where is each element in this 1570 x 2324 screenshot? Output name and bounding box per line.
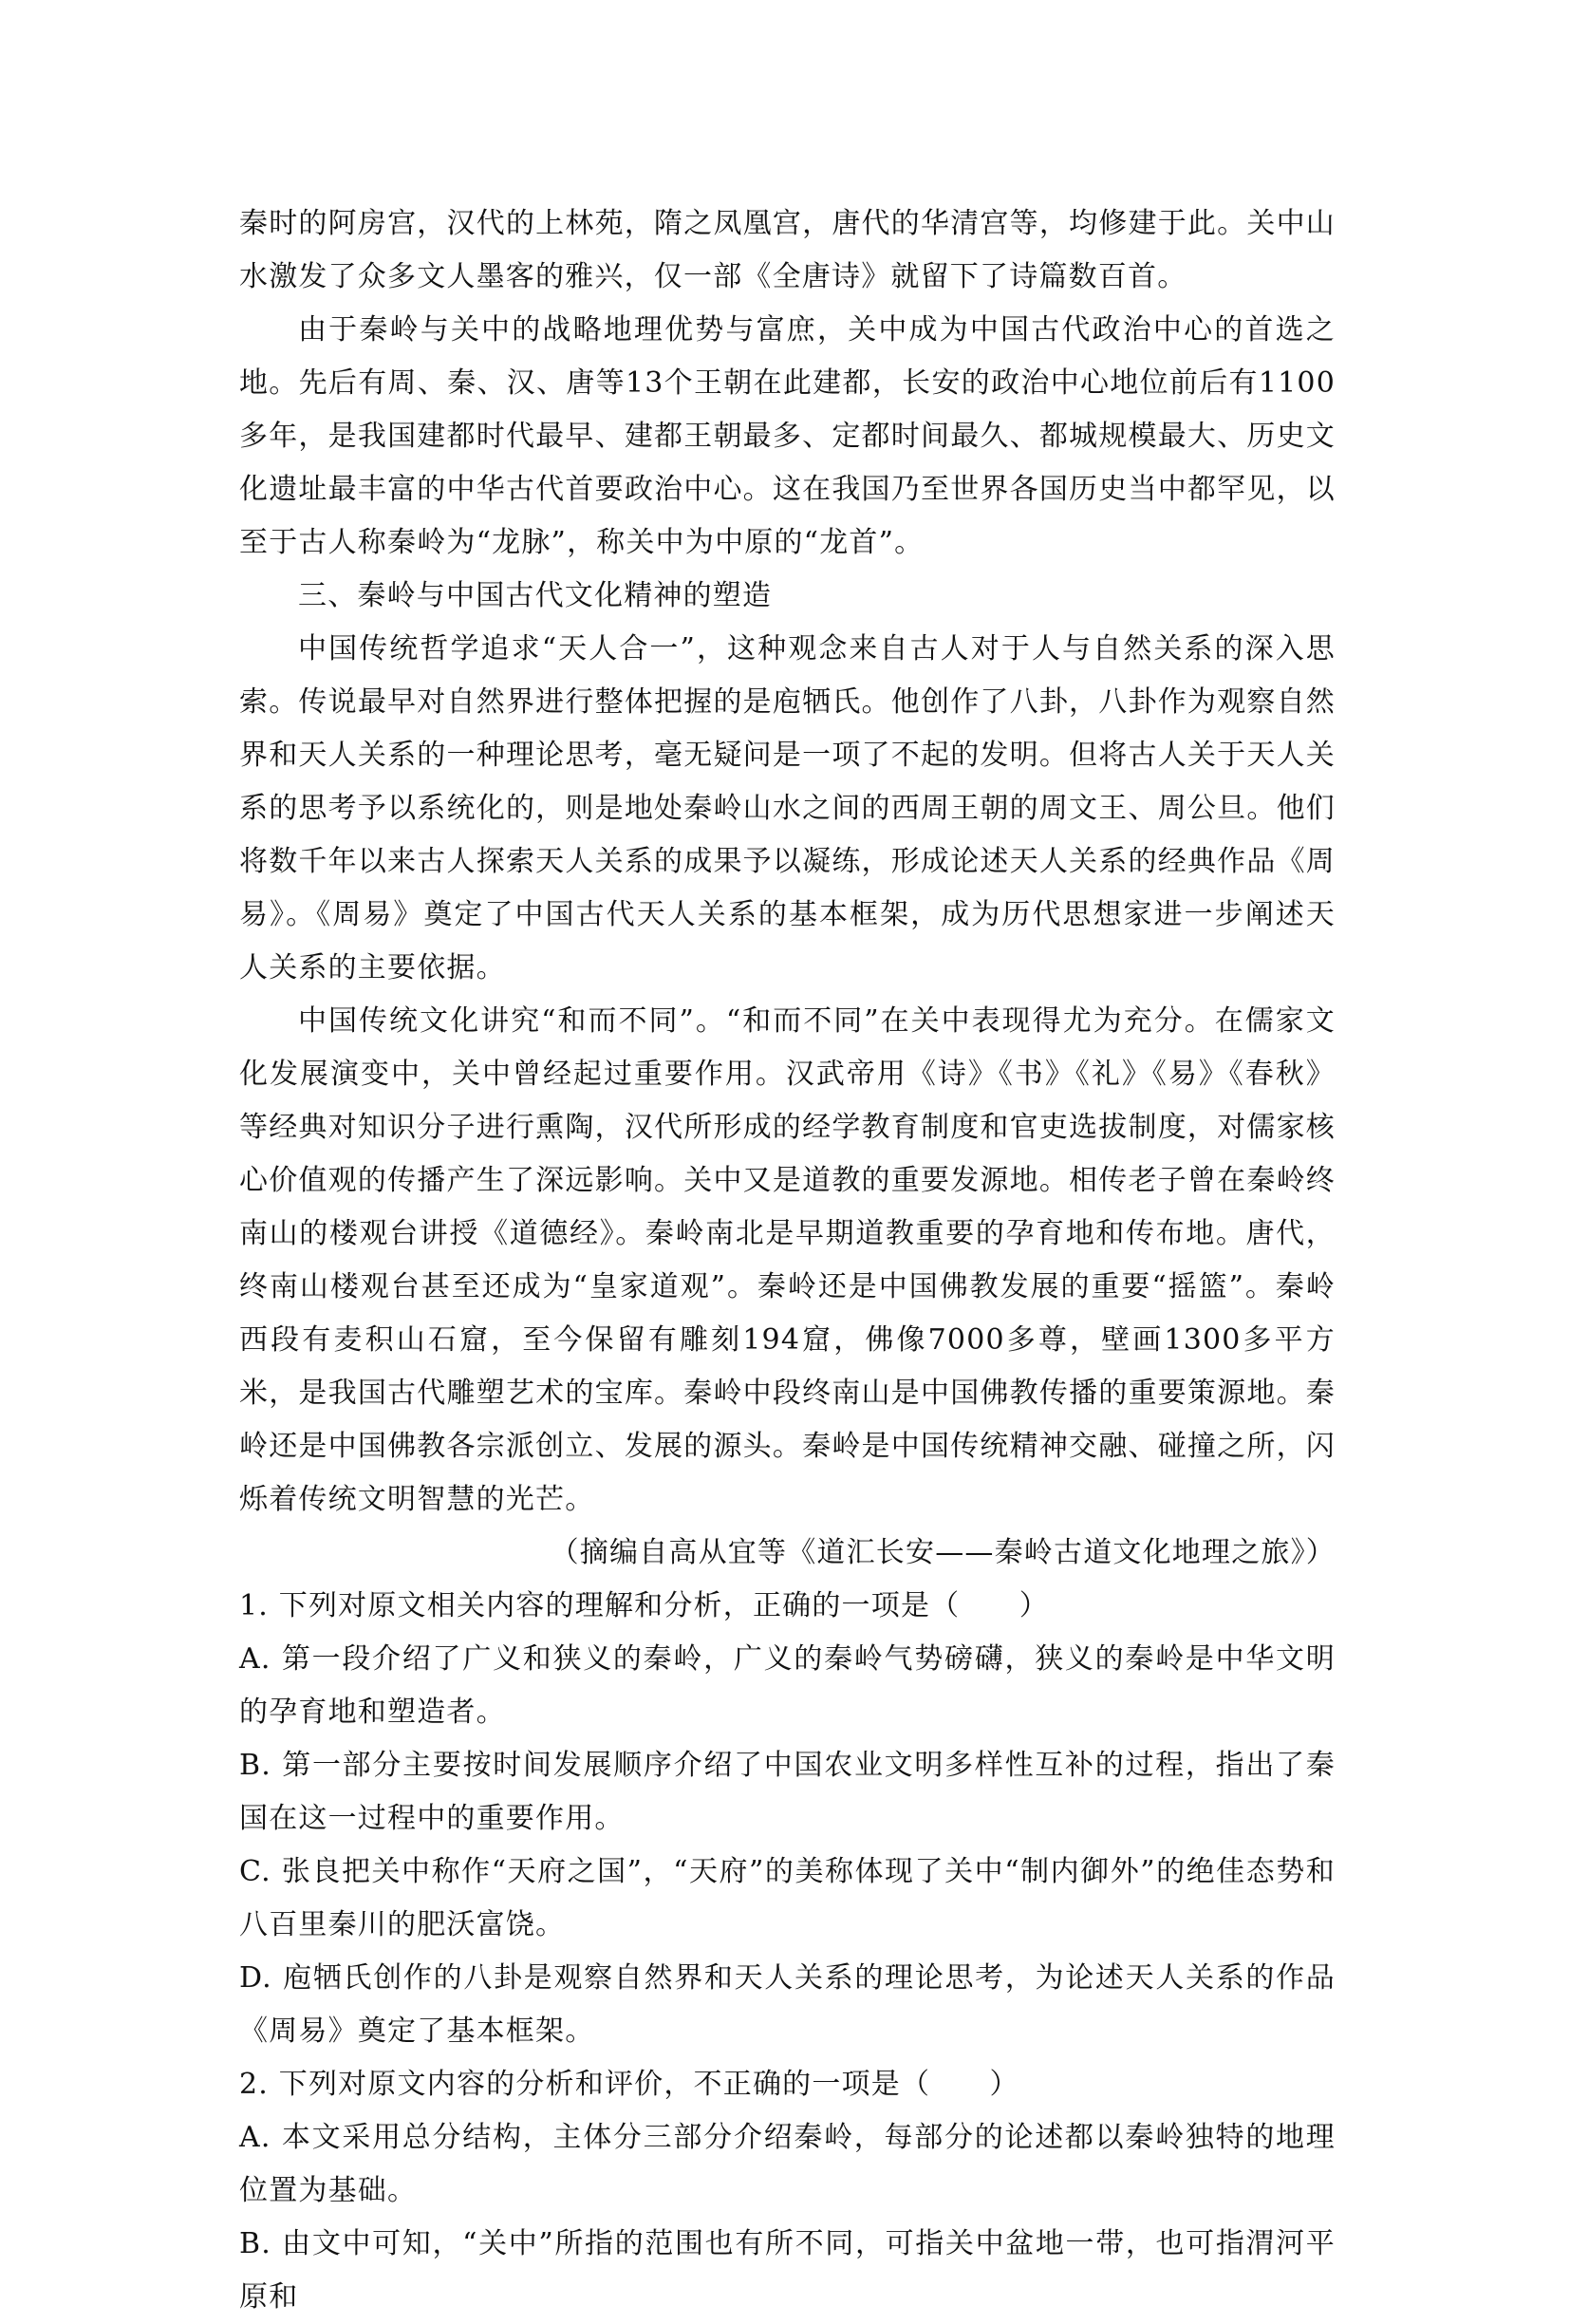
passage-paragraph-4: 中国传统文化讲究“和而不同”。“和而不同”在关中表现得尤为充分。在儒家文化发展演变中，关中曾经起过重要作用。汉武帝用《诗》《书》《礼》《易》《春秋》等经典对知识分子进行熏陶，汉代所形成的经学教育制度和官吏选拔制度，对儒家核心价值观的传播产生了深远影响。关中又是道教的重要发源地。相传老子曾在秦岭终南山的楼观台讲授《道德经》。秦岭南北是早期道教重要的孕育地和传布地。唐代，终南山楼观台甚至还成为“皇家道观”。秦岭还是中国佛教发展的重要“摇篮”。秦岭西段有麦积山石窟，至今保留有雕刻194窟，佛像7000多尊，壁画1300多平方米，是我国古代雕塑艺术的宝库。秦岭中段终南山是中国佛教传播的重要策源地。秦岭还是中国佛教各宗派创立、发展的源头。秦岭是中国传统精神交融、碰撞之所，闪烁着传统文明智慧的光芒。: [239, 1004, 1336, 1516]
question-1: [239, 1580, 1336, 2058]
question-2-stem: 2. 下列对原文内容的分析和评价，不正确的一项是（ ）: [239, 2068, 1019, 2101]
question-1-option-a: A. 第一段介绍了广义和狭义的秦岭，广义的秦岭气势磅礴，狭义的秦岭是中华文明的孕育地和塑造者。: [239, 1642, 1336, 1729]
question-2-option-a: A. 本文采用总分结构，主体分三部分介绍秦岭，每部分的论述都以秦岭独特的地理位置为基础。: [239, 2121, 1336, 2207]
question-1-option-b: B. 第一部分主要按时间发展顺序介绍了中国农业文明多样性互补的过程，指出了秦国在这一过程中的重要作用。: [239, 1749, 1336, 1835]
document-page: [239, 197, 1336, 2324]
question-2-option-b: B. 由文中可知，“关中”所指的范围也有所不同，可指关中盆地一带，也可指渭河平原和: [239, 2227, 1336, 2314]
section-heading-3: 三、秦岭与中国古代文化精神的塑造: [298, 579, 773, 612]
passage-paragraph-1: 秦时的阿房宫，汉代的上林苑，隋之凤凰宫，唐代的华清宫等，均修建于此。关中山水激发了众多文人墨客的雅兴，仅一部《全唐诗》就留下了诗篇数百首。: [239, 207, 1336, 293]
source-citation: （摘编自高从宜等《道汇长安——秦岭古道文化地理之旅》）: [550, 1536, 1336, 1569]
passage-paragraph-2: 由于秦岭与关中的战略地理优势与富庶，关中成为中国古代政治中心的首选之地。先后有周、秦、汉、唐等13个王朝在此建都，长安的政治中心地位前后有1100多年，是我国建都时代最早、建都王朝最多、定都时间最久、都城规模最大、历史文化遗址最丰富的中华古代首要政治中心。这在我国乃至世界各国历史当中都罕见，以至于古人称秦岭为“龙脉”，称关中为中原的“龙首”。: [239, 313, 1336, 559]
question-1-option-c: C. 张良把关中称作“天府之国”，“天府”的美称体现了关中“制内御外”的绝佳态势和八百里秦川的肥沃富饶。: [239, 1855, 1336, 1941]
question-2: [239, 2058, 1336, 2324]
question-1-stem: 1. 下列对原文相关内容的理解和分析，正确的一项是（ ）: [239, 1589, 1049, 1622]
question-1-option-d: D. 庖牺氏创作的八卦是观察自然界和天人关系的理论思考，为论述天人关系的作品《周易》奠定了基本框架。: [239, 1961, 1336, 2048]
passage-paragraph-3: 中国传统哲学追求“天人合一”，这种观念来自古人对于人与自然关系的深入思索。传说最早对自然界进行整体把握的是庖牺氏。他创作了八卦，八卦作为观察自然界和天人关系的一种理论思考，毫无疑问是一项了不起的发明。但将古人关于天人关系的思考予以系统化的，则是地处秦岭山水之间的西周王朝的周文王、周公旦。他们将数千年以来古人探索天人关系的成果予以凝练，形成论述天人关系的经典作品《周易》。《周易》奠定了中国古代天人关系的基本框架，成为历代思想家进一步阐述天人关系的主要依据。: [239, 632, 1336, 984]
